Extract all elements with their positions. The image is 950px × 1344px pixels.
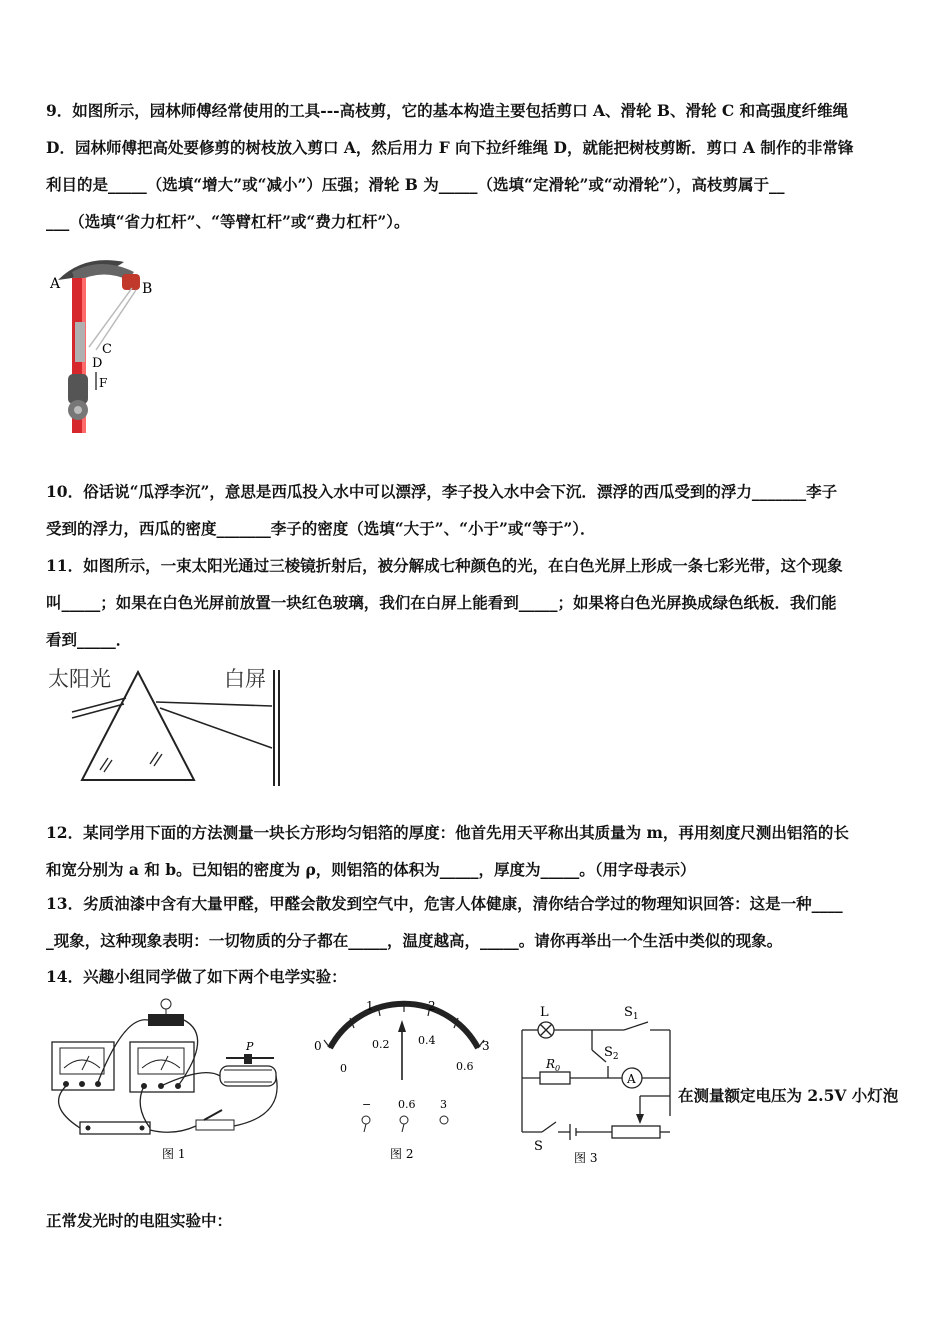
upper-3: 3 — [482, 1039, 490, 1053]
label-sunlight: 太阳光 — [48, 667, 111, 691]
figure-2-meter-dial — [310, 996, 500, 1166]
label-d: D — [92, 356, 103, 371]
label-screen: 白屏 — [224, 667, 266, 691]
q14-side-note: 在测量额定电压为 2.5V 小灯泡 — [678, 1086, 899, 1105]
figure-1-apparatus — [44, 996, 294, 1166]
lower-06: 0.6 — [456, 1060, 474, 1073]
label-a: A — [50, 276, 61, 292]
q14-continuation — [46, 1202, 904, 1239]
q11-line-1: 11．如图所示，一束太阳光通过三棱镜折射后，被分解成七种颜色的光，在白色光屏上形成一条七彩光带，这个现象 — [46, 556, 843, 575]
label-s2: $S_2$ — [604, 1045, 619, 1062]
q13-line-1: 13．劣质油漆中含有大量甲醛，甲醛会散发到空气中，危害人体健康，清你结合学过的物理知识回答：这是一种____ — [46, 894, 843, 913]
q10-line-2: 受到的浮力，西瓜的密度_______李子的密度（选填“大于”、“小于”或“等于”）． — [46, 519, 596, 538]
figure-3-caption: 图 3 — [574, 1151, 598, 1165]
label-r0: $R_0$ — [546, 1057, 561, 1073]
terminal-3: 3 — [440, 1098, 447, 1111]
question-13 — [46, 885, 904, 959]
prism-figure — [44, 662, 294, 790]
q12-line-2: 和宽分别为 a 和 b。已知铝的密度为 ρ，则铝箔的体积为_____，厚度为_____。（用字母表示） — [46, 860, 696, 879]
q9-line-4: ___（选填“省力杠杆”、“等臂杠杆”或“费力杠杆”）。 — [46, 212, 410, 231]
q11-line-3: 看到_____． — [46, 630, 132, 649]
lower-02: 0.2 — [372, 1038, 390, 1051]
label-c: C — [102, 342, 112, 357]
q14-line-1: 14．兴趣小组同学做了如下两个电学实验： — [46, 967, 347, 986]
label-s: S — [534, 1139, 543, 1154]
lower-04: 0.4 — [418, 1034, 436, 1047]
q9-line-2: D．园林师傅把高处要修剪的树枝放入剪口 A，然后用力 F 向下拉纤维绳 D，就能把树枝剪断．剪口 A 制作的非常锋 — [46, 138, 854, 157]
figure-1-caption: 图 1 — [162, 1147, 186, 1161]
q12-line-1: 12．某同学用下面的方法测量一块长方形均匀铝箔的厚度：他首先用天平称出其质量为 m，再用刻度尺测出铝箔的长 — [46, 823, 849, 842]
label-ammeter: A — [627, 1072, 636, 1086]
terminal-minus: − — [362, 1098, 372, 1111]
label-p: P — [246, 1040, 254, 1053]
terminal-06: 0.6 — [398, 1098, 416, 1111]
label-s1: $S_1$ — [624, 1005, 639, 1022]
lower-0: 0 — [340, 1062, 347, 1075]
pole-pruner-figure — [44, 252, 174, 437]
q9-line-3: 利目的是_____（选填“增大”或“减小”）压强；滑轮 B 为_____（选填“定滑轮”或“动滑轮”），高枝剪属于__ — [46, 175, 785, 194]
upper-1: 1 — [366, 999, 374, 1013]
q14-continuation-line: 正常发光时的电阻实验中： — [46, 1211, 233, 1230]
question-12 — [46, 814, 904, 888]
label-l: L — [540, 1005, 549, 1020]
question-10 — [46, 473, 904, 547]
q9-line-1: 9．如图所示，园林师傅经常使用的工具---高枝剪，它的基本构造主要包括剪口 A、滑轮 B、滑轮 C 和高强度纤维绳 — [46, 101, 849, 120]
figure-3-circuit — [512, 996, 672, 1166]
q11-line-2: 叫_____；如果在白色光屏前放置一块红色玻璃，我们在白屏上能看到_____；如果将白色光屏换成绿色纸板．我们能 — [46, 593, 837, 612]
label-b: B — [142, 281, 153, 297]
label-f: F — [99, 376, 108, 390]
question-14 — [46, 958, 904, 995]
q13-line-2: _现象，这种现象表明：一切物质的分子都在_____，温度越高，_____。请你再举出一个生活中类似的现象。 — [46, 931, 783, 950]
question-11 — [46, 547, 904, 658]
upper-0: 0 — [314, 1039, 322, 1053]
upper-2: 2 — [428, 999, 436, 1013]
figure-2-caption: 图 2 — [390, 1147, 414, 1161]
question-9 — [46, 92, 904, 240]
q10-line-1: 10．俗话说“瓜浮李沉”，意思是西瓜投入水中可以漂浮，李子投入水中会下沉．漂浮的西瓜受到的浮力_______李子 — [46, 482, 838, 501]
